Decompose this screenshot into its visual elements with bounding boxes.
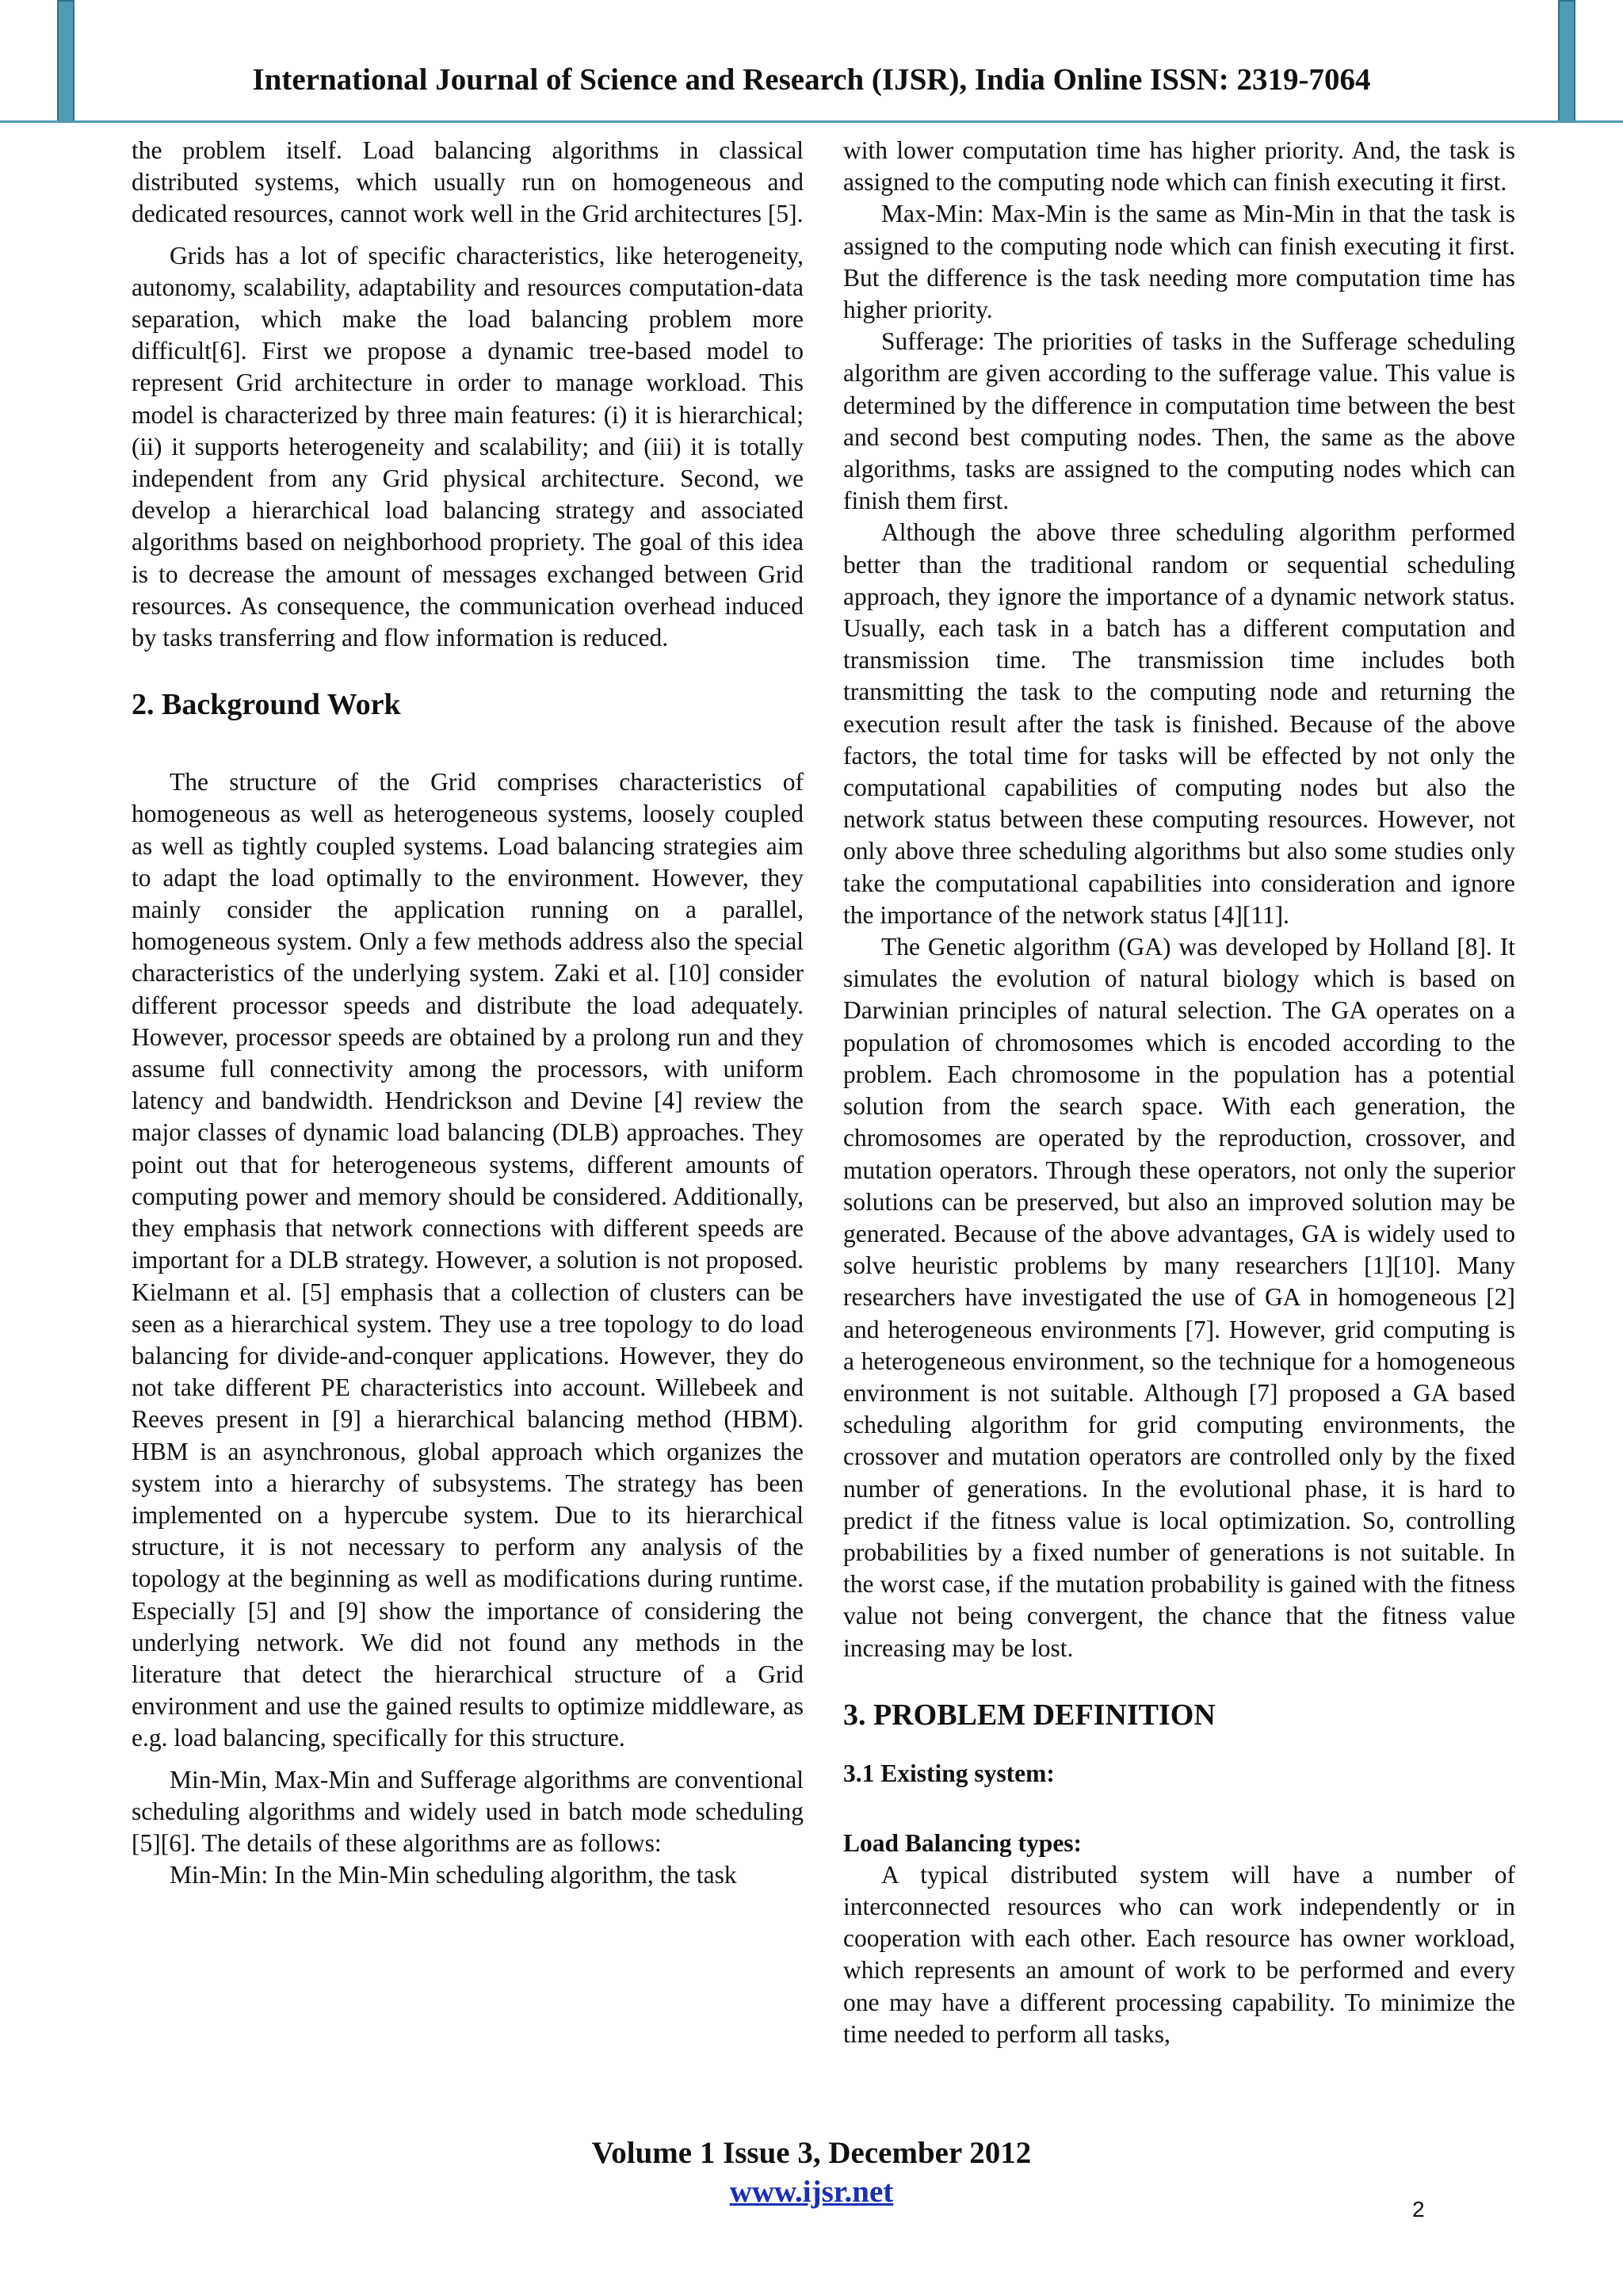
page-footer (0, 2134, 1623, 2211)
background-paragraph-2: Min-Min, Max-Min and Sufferage algorithms are conventional scheduling algorithms and widely used in batch mode scheduling [5][6]. The details of these algorithms are as follows: (132, 1765, 804, 1857)
intro-paragraph-1: the problem itself. Load balancing algorithms in classical distributed systems, which usually run on homogeneous and dedicated resources, cannot work well in the Grid architectures [5]. (132, 136, 804, 228)
journal-header: International Journal of Science and Research (IJSR), India Online ISSN: 2319-7064 (252, 63, 1371, 97)
load-balancing-types-heading: Load Balancing types: (843, 1828, 1083, 1857)
max-min-paragraph: Max-Min: Max-Min is the same as Min-Min in that the task is assigned to the computing node which can finish executing it first. But the difference is the task needing more computation time has higher priority. (843, 200, 1515, 324)
header-divider (0, 120, 1623, 123)
left-column (132, 135, 804, 2116)
volume-info: Volume 1 Issue 3, December 2012 (591, 2136, 1032, 2170)
section-3-heading: 3. PROBLEM DEFINITION (843, 1698, 1216, 1732)
right-column (843, 135, 1515, 2116)
sufferage-paragraph: Sufferage: The priorities of tasks in the Sufferage scheduling algorithm are given according to the sufferage value. This value is determined by the difference in computation time between the best and second best computing nodes. Then, the same as the above algorithms, tasks are assigned to the computing nodes which can finish them first. (843, 327, 1515, 515)
right-paragraph-1: with lower computation time has higher priority. And, the task is assigned to the computing node which can finish executing it first. (843, 136, 1515, 197)
journal-website-link[interactable]: www.ijsr.net (729, 2175, 894, 2209)
background-paragraph-1: The structure of the Grid comprises characteristics of homogeneous as well as heterogeneous systems, loosely coupled as well as tightly coupled systems. Load balancing strategies aim to adapt the load optimally to the environment. However, they mainly consider the application running on a parallel, homogeneous system. Only a few methods address also the special characteristics of the underlying system. Zaki et al. [10] consider different processor speeds and distribute the load adequately. However, processor speeds are obtained by a prolong run and they assume full connectivity among the processors, with uniform latency and bandwidth. Hendrickson and Devine [4] review the major classes of dynamic load balancing (DLB) approaches. They point out that for heterogeneous systems, different amounts of computing power and memory should be considered. Additionally, they emphasis that network connections with different speeds are important for a DLB strategy. However, a solution is not proposed. Kielmann et al. [5] emphasis that a collection of clusters can be seen as a hierarchical system. They use a tree topology to do load balancing for divide-and-conquer applications. However, they do not take different PE characteristics into account. Willebeek and Reeves present in [9] a hierarchical balancing method (HBM). HBM is an asynchronous, global approach which organizes the system into a hierarchy of subsystems. The strategy has been implemented on a hypercube system. Due to its hierarchical structure, it is not necessary to perform any analysis of the topology at the beginning as well as modifications during runtime. Especially [5] and [9] show the importance of considering the underlying network. We did not found any methods in the literature that detect the hierarchical structure of a Grid environment and use the gained results to optimize middleware, as e.g. load balancing, specifically for this structure. (132, 768, 804, 1752)
genetic-algorithm-paragraph: The Genetic algorithm (GA) was developed by Holland [8]. It simulates the evolution of natural biology which is based on Darwinian principles of natural selection. The GA operates on a population of chromosomes which is encoded according to the problem. Each chromosome in the population has a potential solution from the search space. With each generation, the chromosomes are operated by the reproduction, crossover, and mutation operators. Through these operators, not only the superior solutions can be preserved, but also an improved solution may be generated. Because of the above advantages, GA is widely used to solve heuristic problems by many researchers [1][10]. Many researchers have investigated the use of GA in homogeneous [2] and heterogeneous environments [7]. However, grid computing is a heterogeneous environment, so the technique for a homogeneous environment is not suitable. Although [7] proposed a GA based scheduling algorithm for grid computing environments, the crossover and mutation operators are controlled only by the fixed number of generations. In the evolutional phase, it is hard to predict if the fitness value is local optimization. So, controlling probabilities by a fixed number of generations is not suitable. In the worst case, if the mutation probability is gained with the fitness value not being convergent, the chance that the fitness value increasing may be lost. (843, 933, 1515, 1662)
section-2-heading: 2. Background Work (132, 688, 401, 722)
network-status-paragraph: Although the above three scheduling algorithm performed better than the traditional random or sequential scheduling approach, they ignore the importance of a dynamic network status. Usually, each task in a batch has a different computation and transmission time. The transmission time includes both transmitting the task to the computing node and returning the execution result after the task is finished. Because of the above factors, the total time for tasks will be effected by not only the computational capabilities of computing nodes but also the network status between these computing resources. However, not only above three scheduling algorithms but also some studies only take the computational capabilities into consideration and ignore the importance of the network status [4][11]. (843, 518, 1515, 929)
subsection-3-1-heading: 3.1 Existing system: (843, 1759, 1055, 1787)
page-number: 2 (1412, 2197, 1425, 2222)
intro-paragraph-2: Grids has a lot of specific characteristics, like heterogeneity, autonomy, scalability, adaptability and resources computation-data separation, which make the load balancing problem more difficult[6]. First we propose a dynamic tree-based model to represent Grid architecture in order to manage workload. This model is characterized by three main features: (i) it is hierarchical; (ii) it supports heterogeneity and scalability; and (iii) it is totally independent from any Grid physical architecture. Second, we develop a hierarchical load balancing strategy and associated algorithms based on neighborhood propriety. The goal of this idea is to decrease the amount of messages exchanged between Grid resources. As consequence, the communication overhead induced by tasks transferring and flow information is reduced. (132, 241, 804, 652)
background-paragraph-3: Min-Min: In the Min-Min scheduling algorithm, the task (170, 1861, 737, 1889)
load-balancing-paragraph: A typical distributed system will have a number of interconnected resources who can work independently or in cooperation with each other. Each resource has owner workload, which represents an amount of work to be performed and every one may have a different processing capability. To minimize the time needed to perform all tasks, (843, 1860, 1515, 2048)
